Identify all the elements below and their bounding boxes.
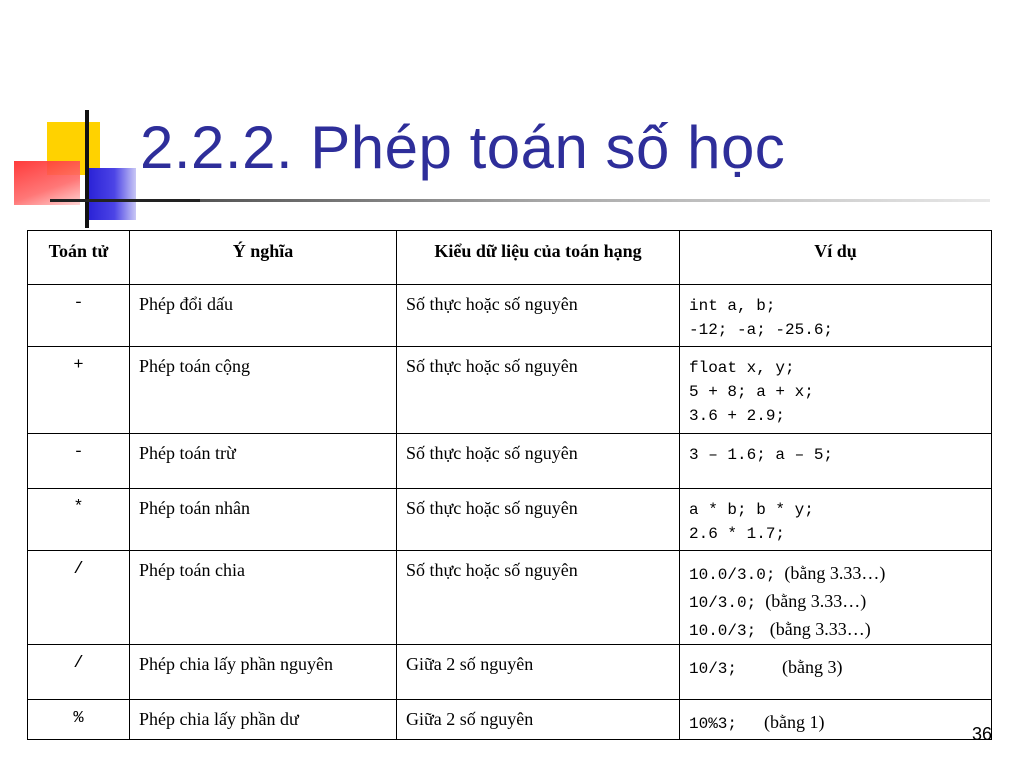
example-cell [680,489,992,551]
example-line [689,560,982,588]
example-note: (bằng 3.33…) [775,563,886,583]
table-row [28,700,992,740]
example-cell [680,434,992,489]
meaning-cell: Phép chia lấy phần nguyên [130,645,397,700]
example-code-line: 2.6 * 1.7; [689,525,786,543]
example-note: (bằng 1) [737,712,825,732]
example-line [689,588,982,616]
page-number: 36 [971,724,992,744]
example-code: 10/3.0; [689,594,757,612]
operator-cell: * [28,489,130,551]
type-cell: Số thực hoặc số nguyên [397,434,680,489]
table-row [28,489,992,551]
example-cell [680,645,992,700]
type-cell: Giữa 2 số nguyên [397,645,680,700]
example-code-line: 3 – 1.6; a – 5; [689,446,834,464]
example-cell [680,347,992,434]
table-row [28,434,992,489]
meaning-cell: Phép toán trừ [130,434,397,489]
meaning-cell: Phép đổi dấu [130,285,397,347]
decor-vertical-line [85,110,89,228]
example-code-line: int a, b; [689,297,776,315]
slide-title: 2.2.2. Phép toán số học [140,114,786,181]
table-row [28,551,992,645]
example-code: 10.0/3; [689,622,757,640]
example-cell [680,700,992,740]
table-row [28,285,992,347]
decor-title-underline [50,199,200,202]
example-line [689,709,982,737]
example-code-line: float x, y; [689,359,795,377]
meaning-cell: Phép chia lấy phần dư [130,700,397,740]
example-code-line: 3.6 + 2.9; [689,407,786,425]
example-code-line: a * b; b * y; [689,501,814,519]
decor-title-underline-fade [200,199,990,202]
operator-cell: / [28,645,130,700]
type-cell: Số thực hoặc số nguyên [397,551,680,645]
operator-cell: - [28,434,130,489]
operator-cell: / [28,551,130,645]
example-line [689,654,982,682]
table-row [28,347,992,434]
decor-blue-square [88,168,136,220]
example-cell [680,285,992,347]
meaning-cell: Phép toán nhân [130,489,397,551]
table-header-row [28,231,992,285]
example-code: 10.0/3.0; [689,566,776,584]
operator-cell: - [28,285,130,347]
table-row [28,645,992,700]
header-operator: Toán tử [28,231,130,285]
type-cell: Giữa 2 số nguyên [397,700,680,740]
operator-cell: + [28,347,130,434]
type-cell: Số thực hoặc số nguyên [397,347,680,434]
example-note: (bằng 3.33…) [756,619,871,639]
example-cell [680,551,992,645]
operators-table [27,230,992,740]
meaning-cell: Phép toán chia [130,551,397,645]
example-code: 10/3; [689,660,738,678]
meaning-cell: Phép toán cộng [130,347,397,434]
operator-cell: % [28,700,130,740]
example-code-line: -12; -a; -25.6; [689,321,834,339]
example-code: 10%3; [689,715,738,733]
type-cell: Số thực hoặc số nguyên [397,285,680,347]
example-line [689,616,982,644]
example-note: (bằng 3.33…) [756,591,867,611]
example-note: (bằng 3) [737,657,843,677]
header-example: Ví dụ [680,231,992,285]
example-code-line: 5 + 8; a + x; [689,383,814,401]
type-cell: Số thực hoặc số nguyên [397,489,680,551]
header-meaning: Ý nghĩa [130,231,397,285]
header-operand-type: Kiểu dữ liệu của toán hạng [397,231,680,285]
